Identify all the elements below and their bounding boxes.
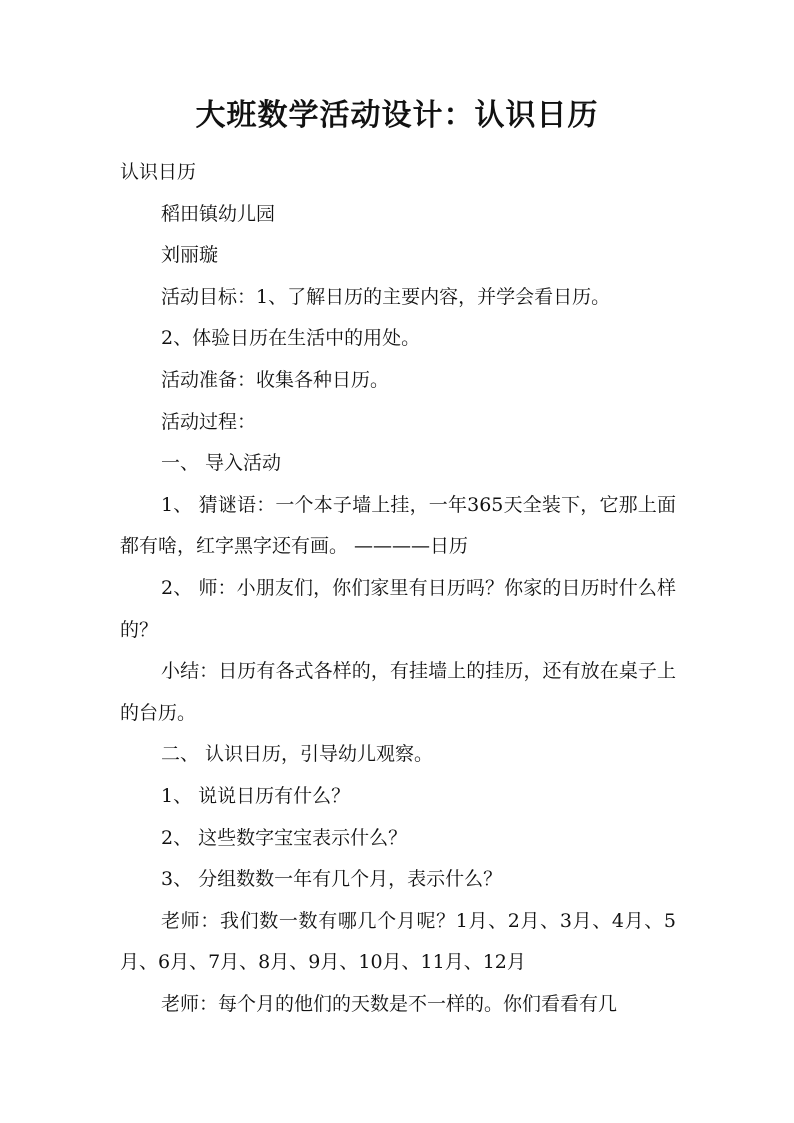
list-item-1: 1、 说说日历有什么？ <box>161 784 351 807</box>
subtitle-paragraph: 认识日历 <box>120 161 197 183</box>
process-heading: 活动过程： <box>161 410 257 433</box>
section-two-heading: 二、 认识日历，引导幼儿观察。 <box>161 743 434 766</box>
days-paragraph: 老师：每个月的他们的天数是不一样的。你们看看有几 <box>161 992 618 1015</box>
months-paragraph: 老师：我们数一数有哪几个月呢？1月、2月、3月、4月、5月、6月、7月、8月、9月、10月、11月、12月 <box>120 909 676 974</box>
preparation-paragraph: 活动准备：收集各种日历。 <box>161 368 390 391</box>
summary-paragraph: 小结：日历有各式各样的，有挂墙上的挂历，还有放在桌子上的台历。 <box>120 660 676 724</box>
list-item-3: 3、 分组数数一年有几个月，表示什么？ <box>161 868 503 891</box>
goal-paragraph-2: 2、体验日历在生活中的用处。 <box>161 327 421 350</box>
document-body <box>120 152 676 1025</box>
author-paragraph: 刘丽璇 <box>161 244 219 267</box>
document-title: 大班数学活动设计：认识日历 <box>195 98 599 133</box>
section-one-heading: 一、 导入活动 <box>161 452 282 475</box>
list-item-2: 2、 这些数字宝宝表示什么？ <box>161 826 408 849</box>
question-paragraph: 2、 师：小朋友们，你们家里有日历吗？你家的日历时什么样的？ <box>120 576 676 641</box>
school-paragraph: 稻田镇幼儿园 <box>161 202 276 225</box>
riddle-paragraph: 1、 猜谜语：一个本子墙上挂，一年365天全装下，它那上面都有啥，红字黑字还有画。 ————日历 <box>120 493 676 558</box>
goal-paragraph-1: 活动目标：1、了解日历的主要内容，并学会看日历。 <box>161 285 611 308</box>
